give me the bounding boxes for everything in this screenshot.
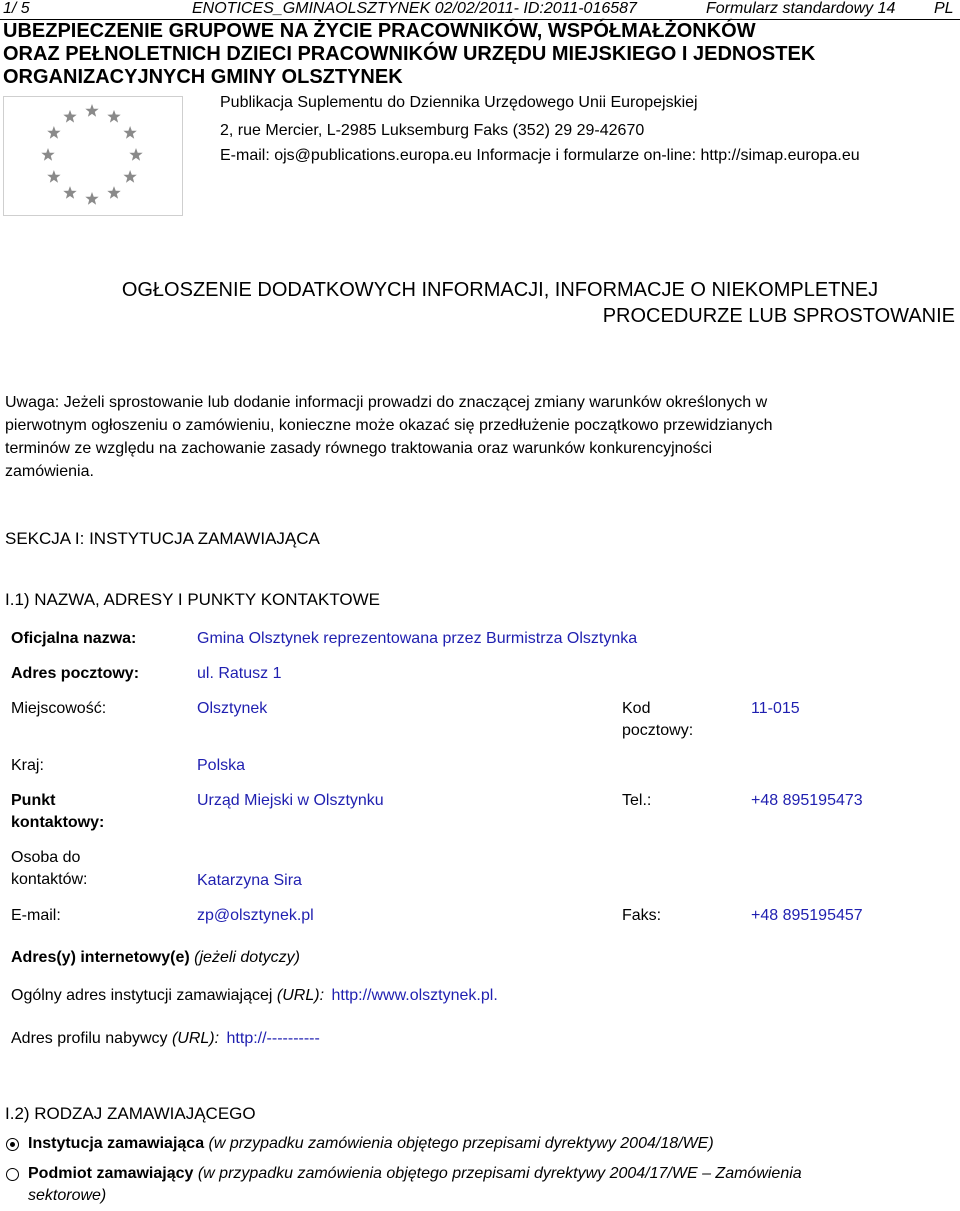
contact-point-value: Urząd Miejski w Olsztynku (197, 792, 384, 809)
general-address-label: Ogólny adres instytucji zamawiającej (11, 987, 273, 1004)
star-icon (47, 126, 60, 139)
official-name-value: Gmina Olsztynek reprezentowana przez Burmistrza Olsztynka (197, 630, 638, 647)
url-tag: (URL): (276, 987, 325, 1004)
note-line: terminów ze względu na zachowanie zasady równego traktowania oraz warunków konkurencyjności (5, 440, 713, 457)
subsection-heading: I.2) RODZAJ ZAMAWIAJĄCEGO (5, 1104, 256, 1123)
postal-code-label (622, 698, 693, 742)
contact-point-label-line: kontaktowy: (11, 814, 105, 831)
option-contracting-authority (28, 1133, 956, 1155)
section-heading: SEKCJA I: INSTYTUCJA ZAMAWIAJĄCA (5, 529, 320, 548)
contact-person-label-line: kontaktów: (11, 871, 88, 888)
city-value: Olsztynek (197, 700, 268, 717)
tel-value: +48 895195473 (751, 792, 863, 809)
title-line: ORGANIZACYJNYCH GMINY OLSZTYNEK (3, 66, 403, 88)
option-contracting-entity (28, 1163, 956, 1185)
tel-label: Tel.: (622, 792, 652, 809)
subsection-heading: I.1) NAZWA, ADRESY I PUNKTY KONTAKTOWE (5, 590, 381, 609)
star-icon (41, 148, 54, 161)
star-icon (85, 104, 98, 117)
title-line: UBEZPIECZENIE GRUPOWE NA ŻYCIE PRACOWNIKÓW, WSPÓŁMAŁŻONKÓW (3, 20, 756, 42)
postal-address-value: ul. Ratusz 1 (197, 665, 282, 682)
star-icon (47, 170, 60, 183)
note-line: zamówienia. (5, 463, 94, 480)
page-header-bar (0, 0, 960, 20)
star-icon (129, 148, 142, 161)
contact-person-value: Katarzyna Sira (197, 872, 302, 889)
official-name-label: Oficjalna nazwa: (11, 630, 137, 647)
option-note-line: sektorowe) (28, 1187, 107, 1204)
internet-heading (11, 947, 300, 969)
general-address-link[interactable]: http://www.olsztynek.pl. (331, 987, 498, 1004)
publisher-address: 2, rue Mercier, L-2985 Luksemburg Faks (352) 29 29-42670 (220, 122, 645, 139)
postal-address-label: Adres pocztowy: (11, 665, 140, 682)
url-tag: (URL): (171, 1030, 220, 1047)
postal-code-label-line: pocztowy: (622, 722, 694, 739)
form-type: Formularz standardowy 14 (706, 0, 896, 17)
star-icon (107, 186, 120, 199)
note-line: Uwaga: Jeżeli sprostowanie lub dodanie informacji prowadzi do znaczącej zmiany warunków określonych w (5, 394, 768, 411)
star-icon (107, 110, 120, 123)
notice-title (0, 277, 960, 329)
notice-title-line-1: OGŁOSZENIE DODATKOWYCH INFORMACJI, INFORMACJE O NIEKOMPLETNEJ (121, 279, 879, 301)
country-value: Polska (197, 757, 246, 774)
contact-person-label-line: Osoba do (11, 849, 81, 866)
country-label: Kraj: (11, 757, 44, 774)
email-value[interactable]: zp@olsztynek.pl (197, 907, 314, 924)
fax-label: Faks: (622, 907, 662, 924)
notice-note (5, 391, 955, 483)
email-label: E-mail: (11, 907, 61, 924)
postal-code-label-line: Kod (622, 700, 651, 717)
language-code: PL (934, 0, 954, 17)
page-number: 1/ 5 (3, 0, 30, 17)
radio-contracting-entity[interactable] (6, 1168, 19, 1181)
option-label: Podmiot zamawiający (28, 1165, 194, 1182)
eu-emblem (3, 96, 183, 216)
notice-reference: ENOTICES_GMINAOLSZTYNEK 02/02/2011- ID:2011-016587 (192, 0, 637, 17)
option-label: Instytucja zamawiająca (28, 1135, 205, 1152)
option-note-continued (28, 1185, 956, 1207)
option-note: (w przypadku zamówienia objętego przepisami dyrektywy 2004/18/WE) (208, 1135, 714, 1152)
star-icon (63, 110, 76, 123)
city-label: Miejscowość: (11, 700, 107, 717)
star-icon (63, 186, 76, 199)
star-icon (123, 126, 136, 139)
star-icon (123, 170, 136, 183)
publisher-name: Publikacja Suplementu do Dziennika Urzędowego Unii Europejskiej (220, 94, 698, 111)
contact-point-label-line: Punkt (11, 792, 56, 809)
note-line: pierwotnym ogłoszeniu o zamówieniu, konieczne może okazać się przedłużenie początkowo przewidzianych (5, 417, 773, 434)
buyer-profile-label: Adres profilu nabywcy (11, 1030, 168, 1047)
notice-title-line-2: PROCEDURZE LUB SPROSTOWANIE (602, 305, 955, 327)
star-icon (85, 192, 98, 205)
postal-code-value: 11-015 (751, 700, 800, 717)
buyer-profile-link[interactable]: http://---------- (226, 1030, 320, 1047)
general-address-row (11, 985, 498, 1007)
publisher-contact: E-mail: ojs@publications.europa.eu Informacje i formularze on-line: http://simap.europa.eu (220, 147, 860, 164)
option-note: (w przypadku zamówienia objętego przepisami dyrektywy 2004/17/WE – Zamówienia (197, 1165, 802, 1182)
contact-person-label (11, 847, 87, 891)
internet-heading-label: Adres(y) internetowy(e) (11, 949, 190, 966)
internet-heading-note: (jeżeli dotyczy) (194, 949, 300, 966)
eu-stars-icon (4, 97, 182, 215)
contact-point-label (11, 790, 104, 834)
fax-value: +48 895195457 (751, 907, 863, 924)
document-title (3, 20, 960, 66)
title-line-clipped (0, 66, 960, 89)
title-line: ORAZ PEŁNOLETNICH DZIECI PRACOWNIKÓW URZĘDU MIEJSKIEGO I JEDNOSTEK (3, 43, 816, 65)
radio-contracting-authority[interactable] (6, 1138, 19, 1151)
buyer-profile-row (11, 1028, 320, 1050)
